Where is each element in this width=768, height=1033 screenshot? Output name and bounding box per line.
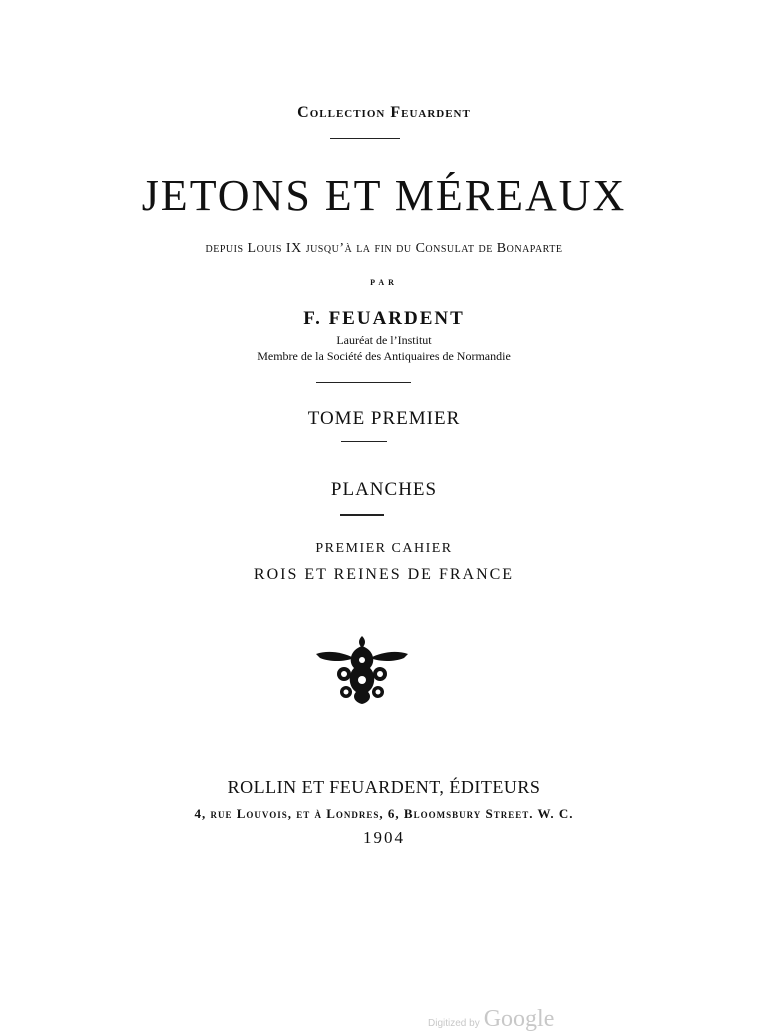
- publisher-address: 4, rue Louvois, et à Londres, 6, Bloomsbury Street. W. C.: [194, 806, 574, 821]
- fleuron-ornament-icon: [314, 634, 410, 706]
- by-label: PAR: [370, 278, 398, 287]
- section-title: PLANCHES: [330, 479, 438, 500]
- section-rule: [340, 514, 384, 516]
- digitized-watermark: [428, 1006, 554, 1033]
- digitized-prefix: Digitized by: [428, 1018, 480, 1029]
- author-rule: [316, 382, 411, 383]
- publisher-name: ROLLIN ET FEUARDENT, ÉDITEURS: [227, 777, 541, 797]
- collection-rule: [330, 138, 400, 139]
- author-name: F. FEUARDENT: [303, 308, 465, 329]
- book-subtitle: depuis Louis IX jusqu’à la fin du Consulat de Bonaparte: [205, 241, 563, 256]
- author-title-1: Lauréat de l’Institut: [336, 333, 432, 347]
- author-title-2: Membre de la Société des Antiquaires de Normandie: [257, 349, 511, 363]
- publication-year: 1904: [363, 828, 405, 847]
- volume-rule: [341, 441, 387, 442]
- collection-name: Collection Feuardent: [297, 104, 471, 121]
- part-title: PREMIER CAHIER: [315, 541, 453, 556]
- google-logo: Google: [483, 1006, 555, 1032]
- book-title: JETONS ET MÉREAUX: [141, 171, 627, 220]
- part-subject: ROIS ET REINES DE FRANCE: [253, 566, 515, 583]
- volume-title: TOME PREMIER: [307, 408, 461, 429]
